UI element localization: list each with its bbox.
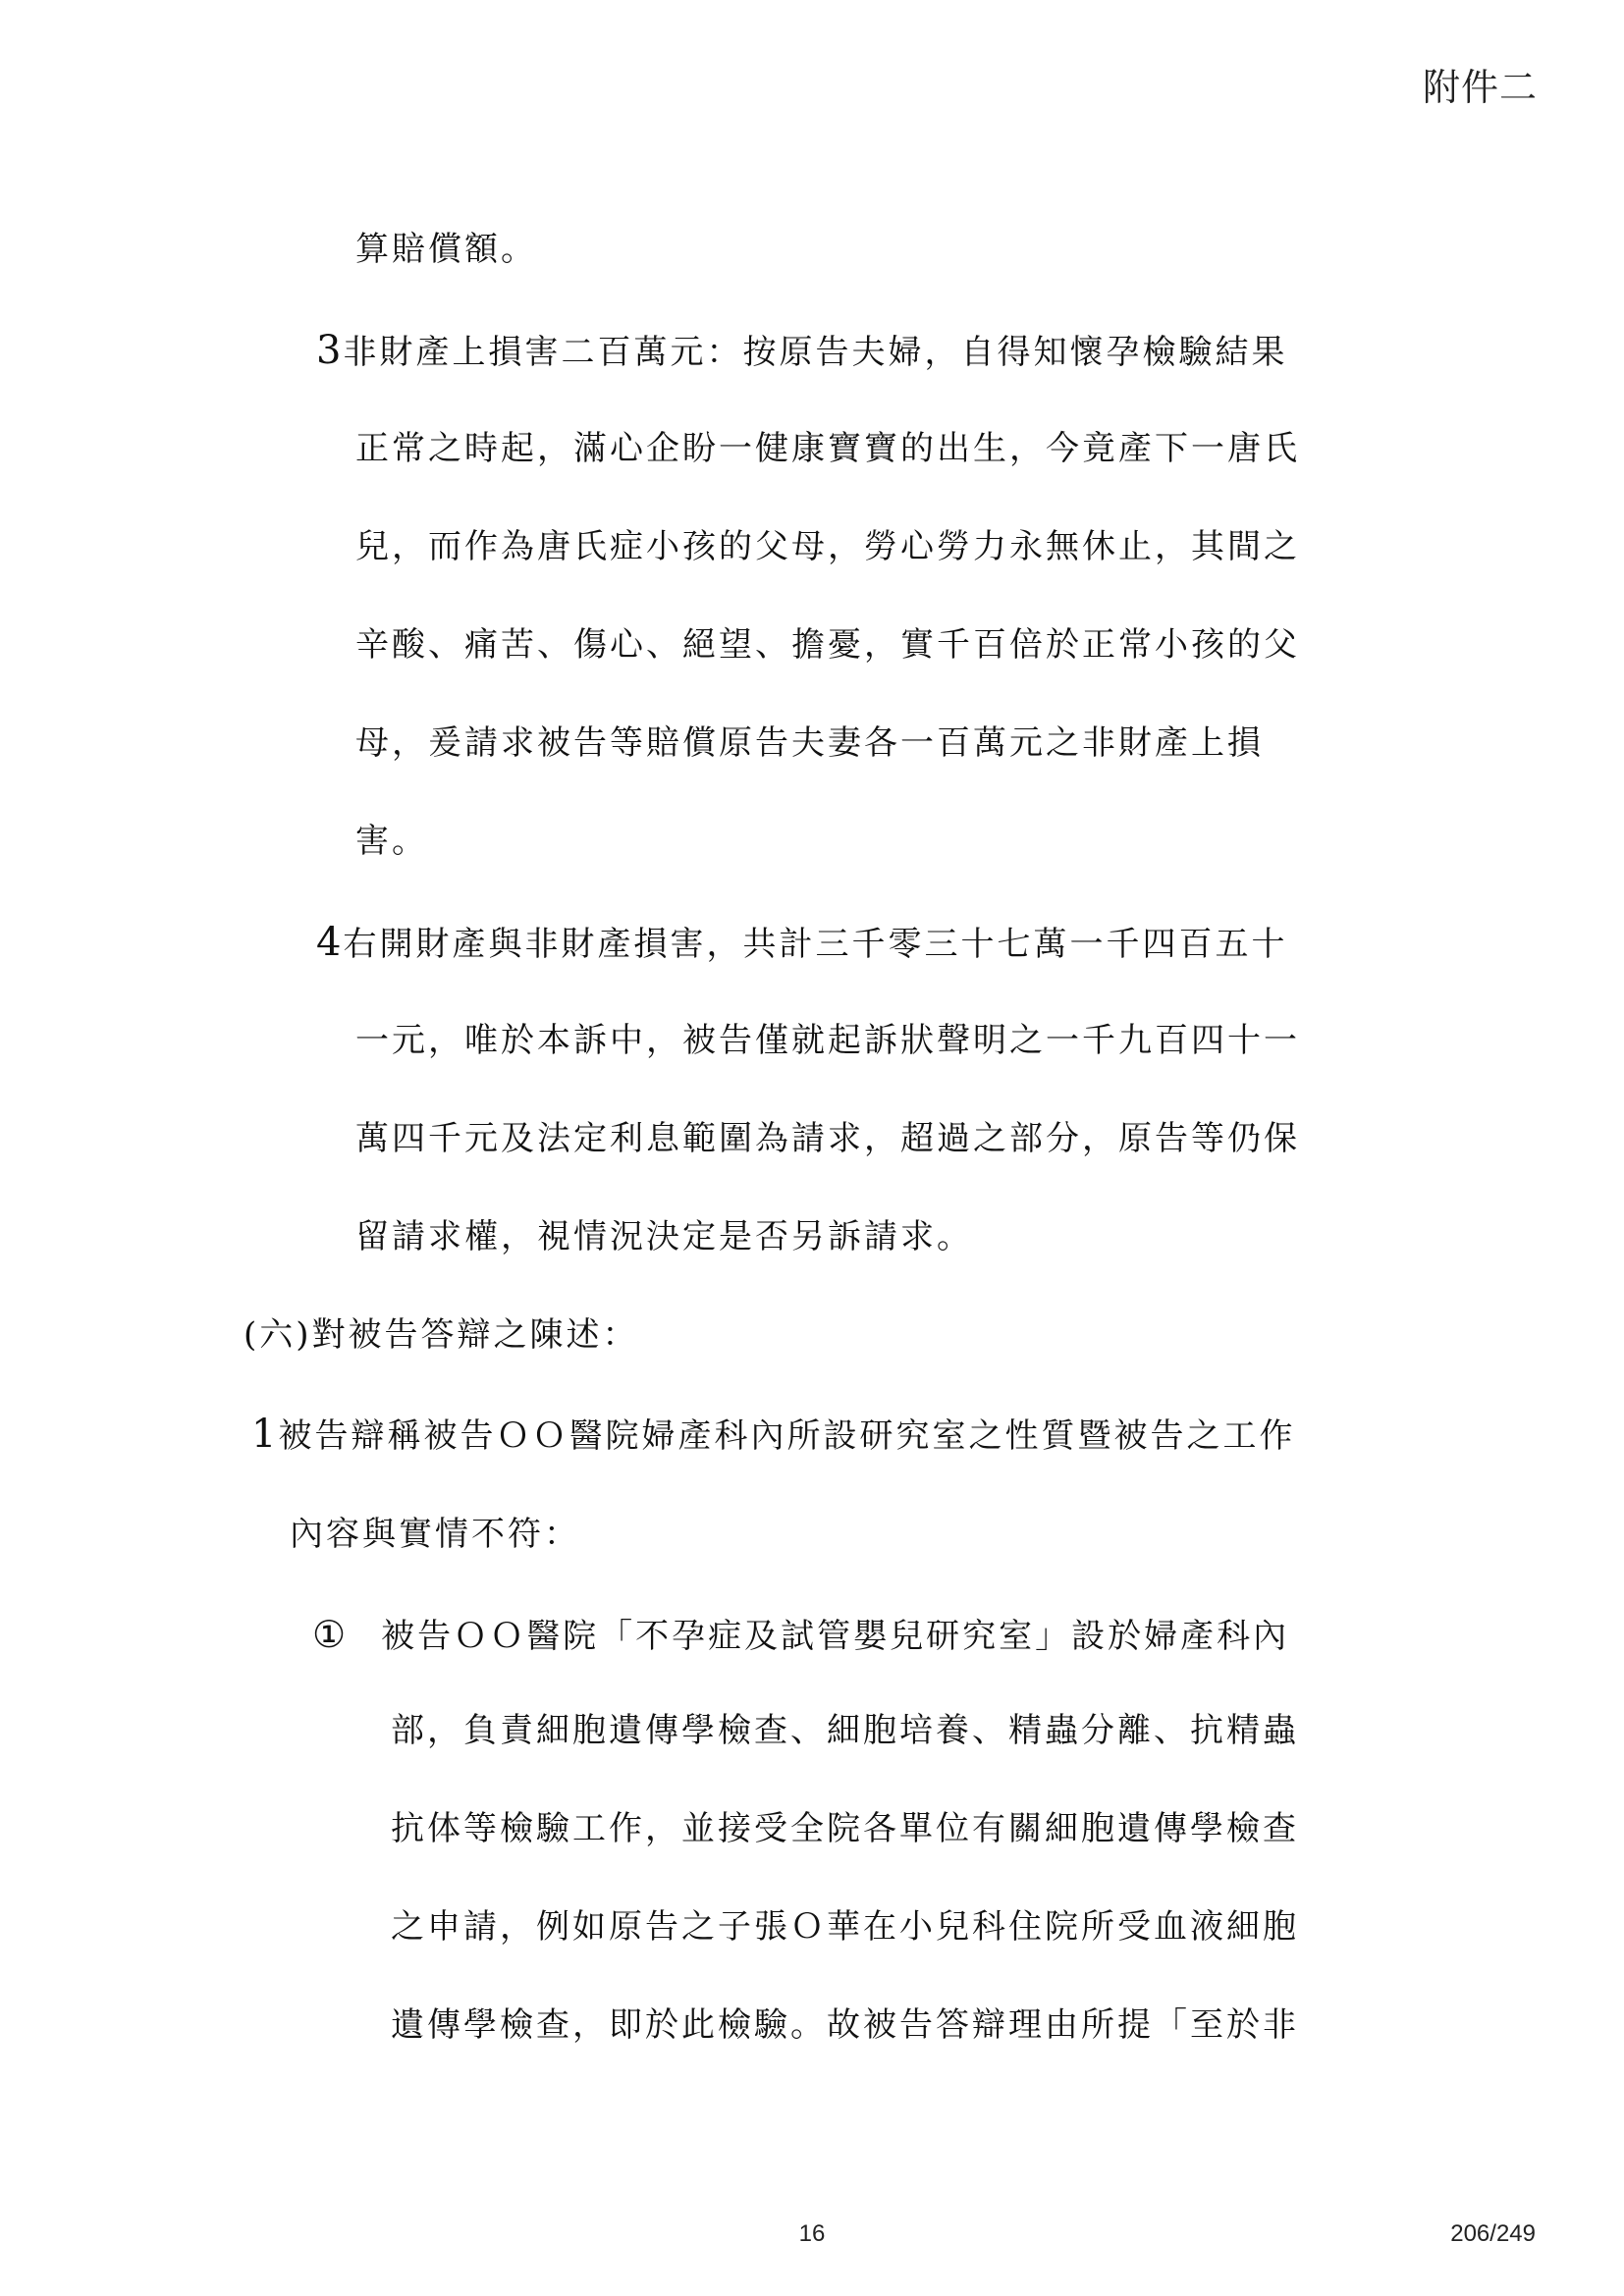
text-line-16: 部，負責細胞遺傳學檢查、細胞培養、精蟲分離、抗精蟲: [391, 1711, 1299, 1750]
text-line-11: 留請求權，視情況決定是否另訴請求。: [355, 1217, 973, 1256]
text-line-19: 遺傳學檢查，即於此檢驗。故被告答辯理由所提「至於非: [391, 2005, 1299, 2045]
sub-item-1-text: 被告ＯＯ醫院「不孕症及試管嬰兒研究室」設於婦產科內: [381, 1617, 1290, 1656]
item-1-number: 1: [251, 1412, 277, 1457]
text-line-6: 母，爰請求被告等賠償原告夫妻各一百萬元之非財產上損: [355, 723, 1264, 763]
text-line-9: 一元，唯於本訴中，被告僅就起訴狀聲明之一千九百四十一: [355, 1021, 1300, 1060]
text-line-17: 抗体等檢驗工作，並接受全院各單位有關細胞遺傳學檢查: [391, 1809, 1299, 1848]
page-number: 16: [798, 2220, 826, 2247]
attachment-label: 附件二: [1422, 66, 1538, 109]
text-line-5: 辛酸、痛苦、傷心、絕望、擔憂，實千百倍於正常小孩的父: [355, 625, 1300, 665]
text-line-3: 正常之時起，滿心企盼一健康寶寶的出生，今竟產下一唐氏: [355, 429, 1300, 468]
item-1-text: 被告辯稱被告ＯＯ醫院婦產科內所設研究室之性質暨被告之工作: [278, 1416, 1296, 1456]
item-4-number: 4: [316, 920, 342, 965]
text-line-14: 內容與實情不符：: [290, 1515, 580, 1554]
sub-item-1-paragraph: [312, 1613, 1290, 1656]
sub-item-1-marker: ①: [312, 1613, 347, 1656]
item-1-paragraph: [251, 1412, 1296, 1457]
item-4-paragraph: [316, 920, 1288, 965]
page-count: 206/249: [1450, 2220, 1536, 2247]
text-line-18: 之申請，例如原告之子張Ｏ華在小兒科住院所受血液細胞: [391, 1907, 1299, 1947]
item-3-text: 非財產上損害二百萬元：按原告夫婦，自得知懷孕檢驗結果: [343, 333, 1288, 372]
text-line-7: 害。: [355, 822, 428, 861]
text-line-1: 算賠償額。: [355, 230, 537, 269]
text-line-4: 兒，而作為唐氏症小孩的父母，勞心勞力永無休止，其間之: [355, 527, 1300, 566]
text-line-10: 萬四千元及法定利息範圍為請求，超過之部分，原告等仍保: [355, 1119, 1300, 1158]
item-3-number: 3: [316, 328, 342, 373]
item-3-paragraph: [316, 328, 1288, 373]
item-4-text: 右開財產與非財產損害，共計三千零三十七萬一千四百五十: [343, 925, 1288, 964]
section-heading-6: (六)對被告答辯之陳述：: [244, 1315, 639, 1355]
